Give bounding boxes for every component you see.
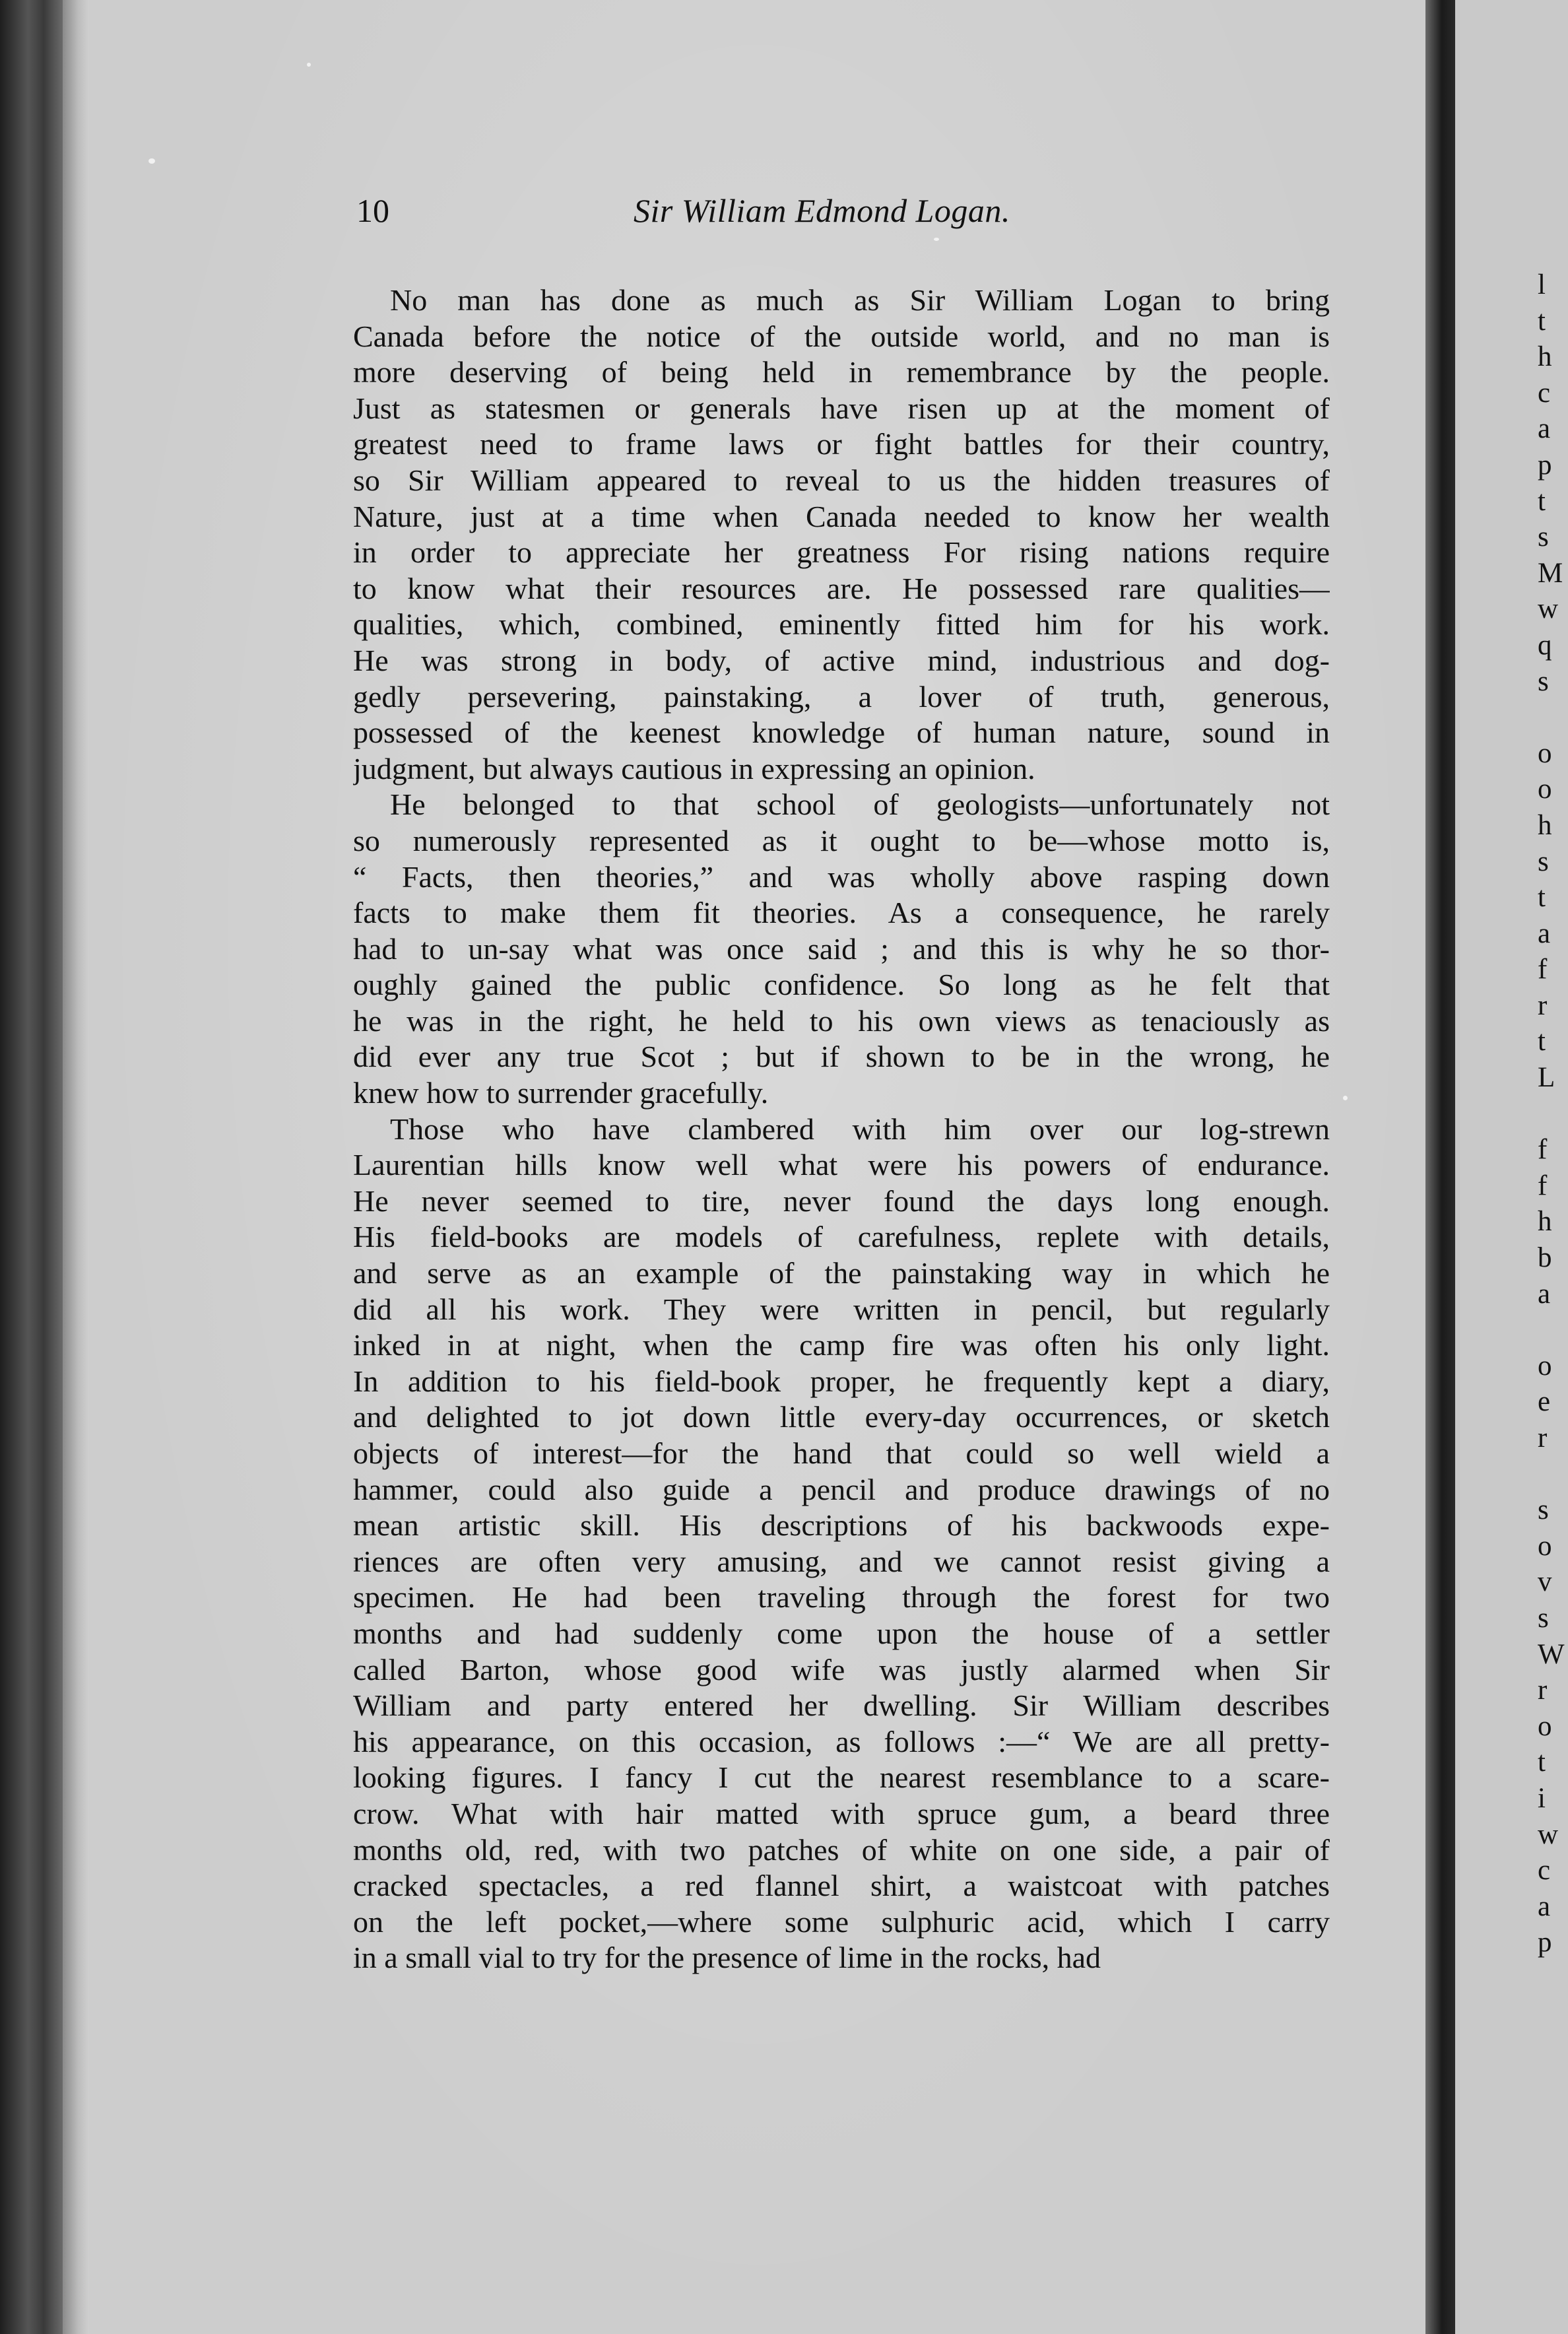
text-line: qualities, which, combined, eminently fitted him for his work. [353,607,1330,642]
facing-page-fragment: w [1538,593,1559,625]
text-line: his appearance, on this occasion, as follows :—“ We are all pretty- [353,1724,1330,1758]
text-line: on the left pocket,—where some sulphuric acid, which I carry [353,1904,1330,1939]
text-line: gedly persevering, painstaking, a lover of truth, generous, [353,679,1330,714]
facing-page-fragment: p [1538,1927,1552,1958]
text-line: William and party entered her dwelling. Sir William describes [353,1688,1330,1723]
paper-speck [307,63,311,67]
running-title: Sir William Edmond Logan. [634,192,1010,229]
text-line: Those who have clambered with him over our log-strewn [390,1112,1330,1146]
facing-page-fragment: e [1538,1386,1551,1418]
facing-page-fragment: s [1538,846,1549,877]
text-line: crow. What with hair matted with spruce gum, a beard three [353,1796,1330,1830]
facing-page-fragment: h [1538,341,1552,373]
paper-speck [148,158,155,164]
facing-page-fragment: t [1538,882,1546,914]
text-line: Canada before the notice of the outside world, and no man is [353,319,1330,353]
facing-page-fragment: q [1538,629,1552,661]
text-line: Just as statesmen or generals have risen up at the moment of [353,391,1330,425]
text-line: greatest need to frame laws or fight battles for their country, [353,427,1330,461]
page-number: 10 [356,192,389,229]
facing-page-fragment: t [1538,305,1546,337]
text-line: and delighted to jot down little every-day occurrences, or sketch [353,1400,1330,1434]
text-line: possessed of the keenest knowledge of human nature, sound in [353,716,1330,750]
facing-page-fragment: o [1538,737,1552,769]
text-line: he was in the right, he held to his own views as tenaciously as [353,1003,1330,1038]
text-line: so Sir William appeared to reveal to us the hidden treasures of [353,463,1330,497]
facing-page-fragment: o [1538,1530,1552,1562]
page-fold-shadow [1425,0,1455,2334]
facing-page-fragment [1538,700,1568,736]
facing-page-fragment [1538,1457,1568,1493]
facing-page-fragment: c [1538,377,1551,409]
text-line: did all his work. They were written in pencil, but regularly [353,1292,1330,1326]
text-line: called Barton, whose good wife was justly alarmed when Sir [353,1652,1330,1686]
facing-page-fragment: l [1538,269,1546,300]
book-gutter [0,0,63,2334]
facing-page-fragment: L [1538,1062,1555,1094]
text-line: Nature, just at a time when Canada needed to know her wealth [353,499,1330,533]
facing-page-fragment: W [1538,1638,1565,1670]
text-line: riences are often very amusing, and we cannot resist giving a [353,1544,1330,1578]
text-line: more deserving of being held in remembrance by the people. [353,355,1330,389]
facing-page-fragment: s [1538,665,1549,697]
facing-page-fragment: c [1538,1855,1551,1886]
text-line: looking figures. I fancy I cut the nearest resemblance to a scare- [353,1760,1330,1795]
facing-page-fragment [1538,1096,1568,1133]
text-line: He belonged to that school of geologists—unfortunately not [390,787,1330,822]
text-line: He never seemed to tire, never found the days long enough. [353,1184,1330,1218]
body-text [353,283,1330,1976]
facing-page-fragment: s [1538,1602,1549,1634]
facing-page-text [1538,267,1568,1961]
text-line: Laurentian hills know well what were his powers of endurance. [353,1148,1330,1182]
facing-page-fragment: s [1538,521,1549,553]
text-line: facts to make them fit theories. As a consequence, he rarely [353,896,1330,930]
running-head [356,191,1333,244]
text-line: months old, red, with two patches of white on one side, a pair of [353,1832,1330,1867]
text-line: cracked spectacles, a red flannel shirt, a waistcoat with patches [353,1869,1330,1903]
facing-page-fragment: r [1538,1422,1548,1453]
facing-page-fragment: t [1538,1747,1546,1778]
text-line: inked in at night, when the camp fire was often his only light. [353,1328,1330,1362]
facing-page-fragment: b [1538,1242,1552,1274]
facing-page-fragment: o [1538,774,1552,805]
facing-page-fragment: a [1538,1890,1551,1922]
text-line: months and had suddenly come upon the house of a settler [353,1616,1330,1650]
text-line: His field-books are models of carefulness, replete with details, [353,1220,1330,1254]
text-line: judgment, but always cautious in expressing an opinion. [353,751,1035,785]
text-line: and serve as an example of the painstaking way in which he [353,1256,1330,1290]
text-line: to know what their resources are. He possessed rare qualities— [353,571,1330,605]
facing-page-fragment: a [1538,413,1551,445]
binding-edge [63,0,89,2334]
facing-page-fragment: o [1538,1350,1552,1382]
facing-page-fragment: f [1538,954,1548,985]
text-line: objects of interest—for the hand that could so well wield a [353,1436,1330,1470]
text-line: “ Facts, then theories,” and was wholly above rasping down [353,859,1330,894]
text-line: so numerously represented as it ought to be—whose motto is, [353,823,1330,857]
facing-page-fragment: o [1538,1710,1552,1742]
text-line: specimen. He had been traveling through the forest for two [353,1580,1330,1615]
facing-page-fragment: h [1538,1206,1552,1238]
facing-page-fragment: s [1538,1494,1549,1526]
text-line: No man has done as much as Sir William Logan to bring [390,283,1330,317]
facing-page-fragment: r [1538,1675,1548,1706]
facing-page-fragment: t [1538,485,1546,517]
facing-page-fragment [1538,1312,1568,1349]
text-line: He was strong in body, of active mind, industrious and dog- [353,643,1330,677]
text-line: did ever any true Scot ; but if shown to be in the wrong, he [353,1040,1330,1074]
facing-page-fragment: f [1538,1170,1548,1201]
text-line: oughly gained the public confidence. So long as he felt that [353,968,1330,1002]
facing-page-fragment: p [1538,449,1552,481]
facing-page-fragment: v [1538,1566,1552,1598]
facing-page-fragment: M [1538,557,1563,589]
text-line: in order to appreciate her greatness For rising nations require [353,535,1330,570]
text-line: mean artistic skill. His descriptions of his backwoods expe- [353,1508,1330,1543]
paper-speck [1343,1096,1348,1100]
facing-page-fragment: r [1538,989,1548,1021]
facing-page-fragment: w [1538,1818,1559,1850]
text-line: had to un-say what was once said ; and this is why he so thor- [353,931,1330,966]
facing-page-fragment: f [1538,1134,1548,1166]
text-line: In addition to his field-book proper, he frequently kept a diary, [353,1364,1330,1398]
facing-page-fragment: a [1538,917,1551,949]
facing-page-fragment: t [1538,1026,1546,1057]
text-line: in a small vial to try for the presence of lime in the rocks, had [353,1941,1101,1975]
facing-page-fragment: i [1538,1782,1546,1814]
text-line: hammer, could also guide a pencil and produce drawings of no [353,1472,1330,1506]
text-line: knew how to surrender gracefully. [353,1076,769,1110]
facing-page-fragment: a [1538,1278,1551,1310]
facing-page-fragment: h [1538,809,1552,841]
